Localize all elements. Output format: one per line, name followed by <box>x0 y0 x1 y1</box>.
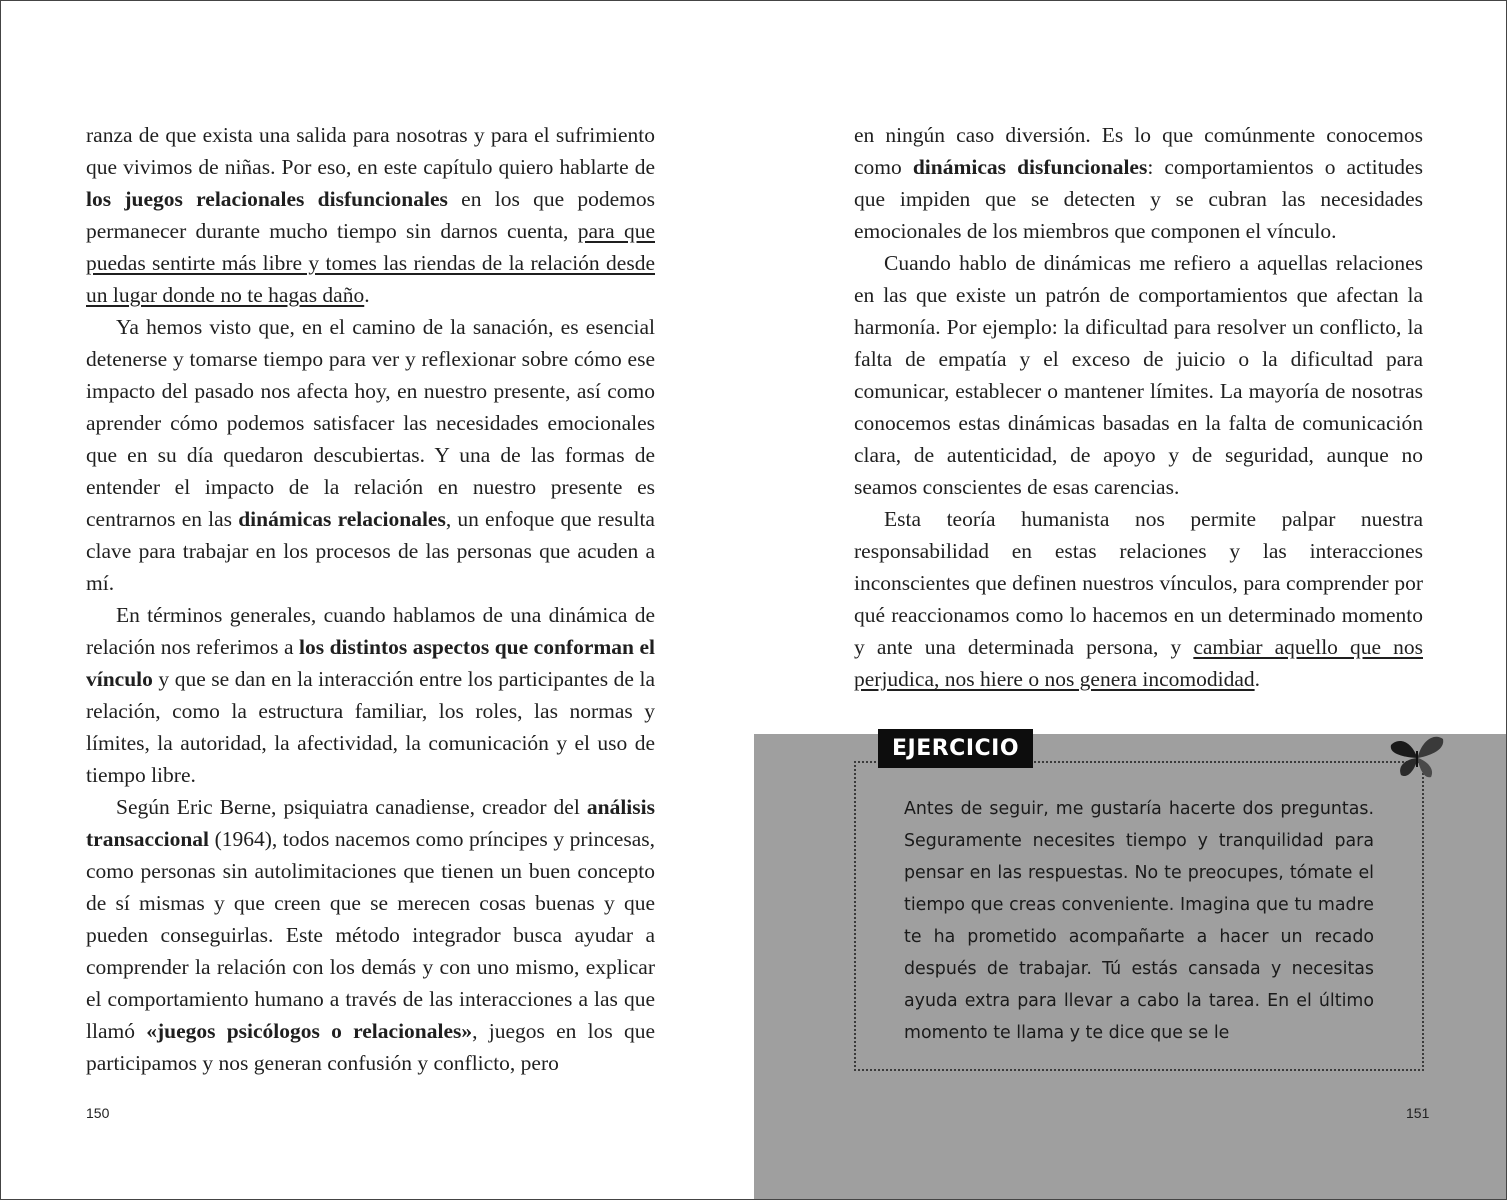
text-run: Esta teoría humanista nos permite palpar nuestra responsabilidad en estas relaciones y las interacciones inconscientes que definen nuestros vínculos, para comprender por qué reaccionamos como lo hacemos en un determinado momento y ante una determinada persona, y <box>854 507 1423 659</box>
underlined-phrase: cambiar aquello que nos perjudica, nos hiere o nos genera incomodidad <box>854 635 1423 691</box>
body-paragraph <box>86 599 655 791</box>
body-paragraph <box>854 119 1423 247</box>
page-number: 151 <box>1406 1105 1430 1121</box>
text-run: . <box>364 283 370 307</box>
text-run: y que se dan en la interacción entre los participantes de la relación, como la estructura familiar, los roles, las normas y límites, la autoridad, la afectividad, la comunicación y el uso de tiempo libre. <box>86 667 655 787</box>
text-run: Cuando hablo de dinámicas me refiero a aquellas relaciones en las que existe un patrón de comportamientos que afectan la harmonía. Por ejemplo: la dificultad para resolver un conflicto, la falta de empatía y el exceso de juicio o la dificultad para comunicar, establecer o mantener límites. La mayoría de nosotras conocemos estas dinámicas basadas en la falta de comunicación clara, de autenticidad, de apoyo y de seguridad, aunque no seamos conscientes de esas carencias. <box>854 251 1423 499</box>
body-paragraph <box>854 503 1423 695</box>
right-text-column <box>854 119 1423 695</box>
underlined-phrase: para que puedas sentirte más libre y tomes las riendas de la relación desde un lugar donde no te hagas daño <box>86 219 655 307</box>
body-paragraph <box>86 119 655 311</box>
text-run: , un enfoque que resulta clave para trabajar en los procesos de las personas que acuden a mí. <box>86 507 655 595</box>
bold-phrase: análisis transaccional <box>86 795 655 851</box>
right-page <box>754 1 1506 1199</box>
text-run: ranza de que exista una salida para nosotras y para el sufrimiento que vivimos de niñas. Por eso, en este capítulo quiero hablarte de <box>86 123 655 179</box>
text-run: . <box>1254 667 1260 691</box>
body-paragraph <box>854 247 1423 503</box>
exercise-text: Antes de seguir, me gustaría hacerte dos preguntas. Seguramente necesites tiempo y tranquilidad para pensar en las respuestas. No te preocupes, tómate el tiempo que creas conveniente. Imagina que tu madre te ha prometido acompañarte a hacer un recado después de trabajar. Tú estás cansada y necesitas ayuda extra para llevar a cabo la tarea. En el último momento te llama y te dice que se le <box>904 799 1374 1043</box>
body-paragraph <box>86 791 655 1079</box>
text-run: en ningún caso diversión. Es lo que comúnmente conocemos como <box>854 123 1423 179</box>
text-run: (1964), todos nacemos como príncipes y princesas, como personas sin autolimitaciones que tienen un buen concepto de sí mismas y que creen que se merecen cosas buenas y que pueden conseguirlas. Este método integrador busca ayudar a comprender la relación con los demás y con uno mismo, explicar el comportamiento humano a través de las interacciones a las que llamó <box>86 827 655 1043</box>
exercise-label: EJERCICIO <box>878 729 1033 768</box>
bold-phrase: los distintos aspectos que conforman el vínculo <box>86 635 655 691</box>
left-text-column <box>86 119 655 1079</box>
left-page <box>1 1 754 1199</box>
body-paragraph <box>86 311 655 599</box>
text-run: Ya hemos visto que, en el camino de la sanación, es esencial detenerse y tomarse tiempo para ver y reflexionar sobre cómo ese impacto del pasado nos afecta hoy, en nuestro presente, así como aprender cómo podemos satisfacer las necesidades emocionales que en su día quedaron descubiertas. Y una de las formas de entender el impacto de la relación en nuestro presente es centrarnos en las <box>86 315 655 531</box>
page-number: 150 <box>86 1105 110 1121</box>
butterfly-icon <box>1387 731 1447 783</box>
text-run: En términos generales, cuando hablamos de una dinámica de relación nos referimos a <box>86 603 655 659</box>
bold-phrase: «juegos psicólogos o relacionales» <box>146 1019 473 1043</box>
text-run: en los que podemos permanecer durante mucho tiempo sin darnos cuenta, <box>86 187 656 243</box>
text-run: : comportamientos o actitudes que impiden que se detecten y se cubran las necesidades emocionales de los miembros que componen el vínculo. <box>854 155 1423 243</box>
bold-phrase: los juegos relacionales disfuncionales <box>86 187 448 211</box>
bold-phrase: dinámicas relacionales <box>238 507 446 531</box>
text-run: , juegos en los que participamos y nos generan confusión y conflicto, pero <box>86 1019 656 1075</box>
text-run: Según Eric Berne, psiquiatra canadiense, creador del <box>116 795 587 819</box>
bold-phrase: dinámicas disfuncionales <box>912 155 1148 179</box>
